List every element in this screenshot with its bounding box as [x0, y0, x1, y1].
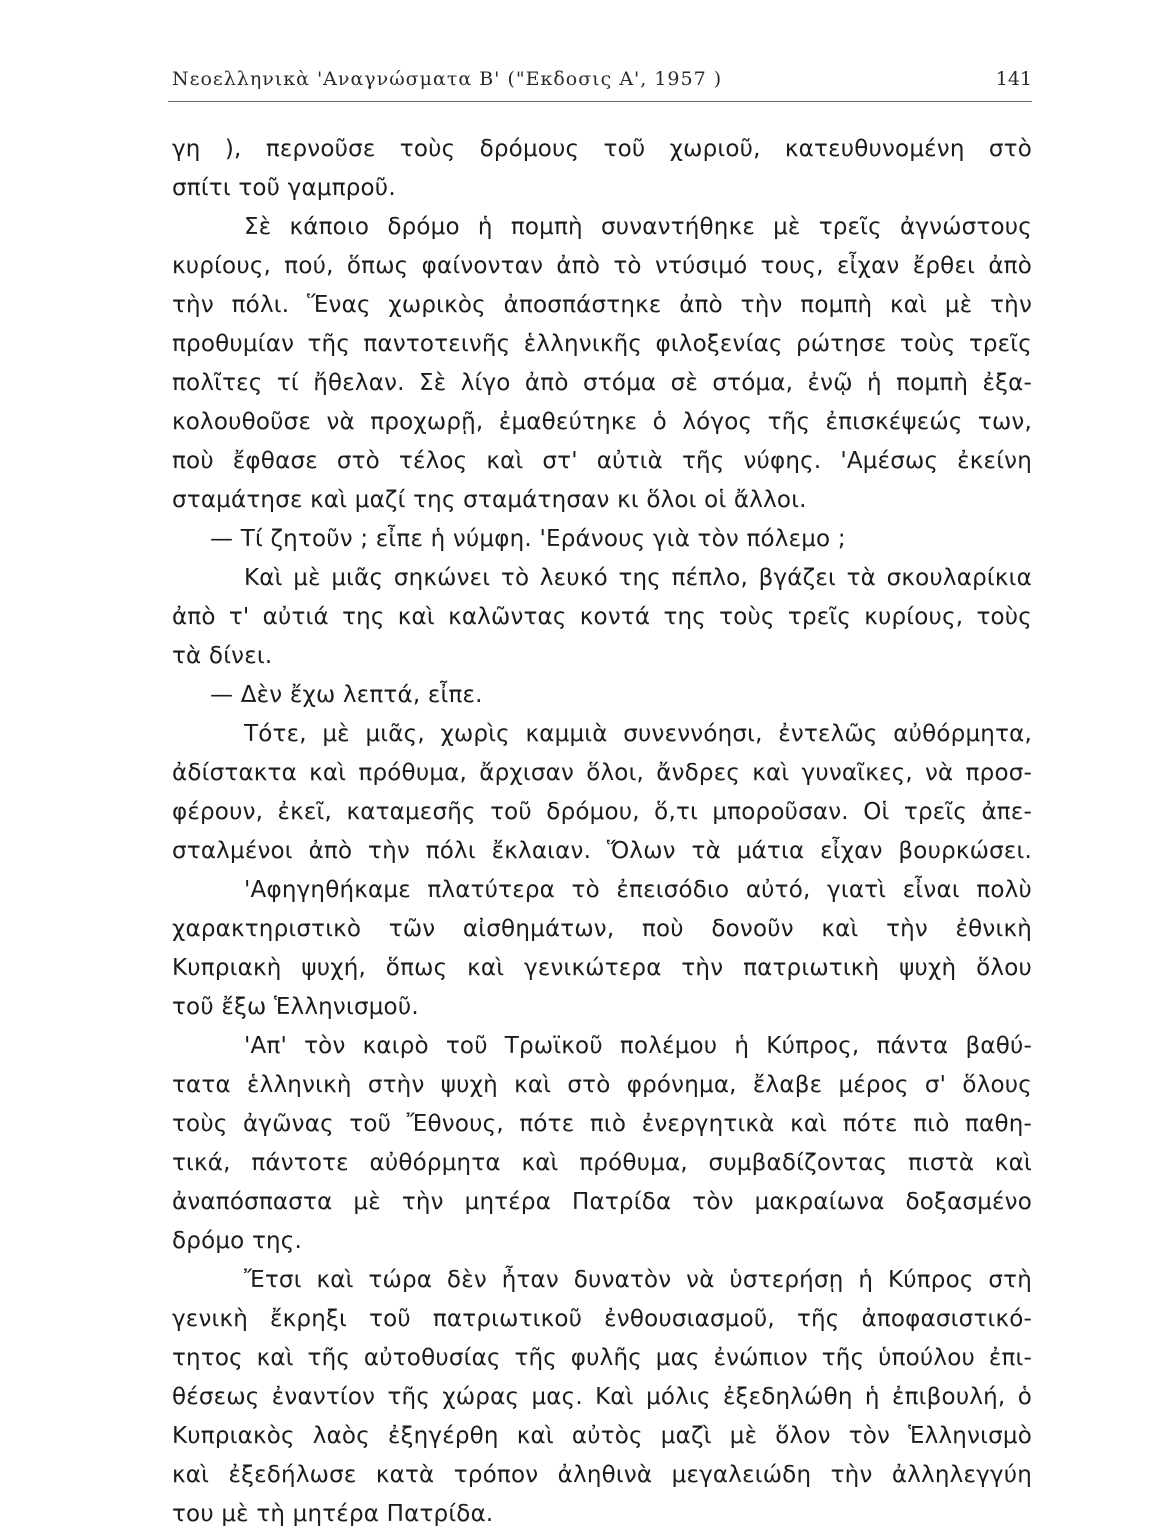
text-line: τατα ἑλληνικὴ στὴν ψυχὴ καὶ στὸ φρόνημα, ἔλαβε μέρος σ' ὅλους	[172, 1072, 1032, 1098]
text-line: τοὺς ἀγῶνας τοῦ Ἔθνους, πότε πιὸ ἐνεργητικὰ καὶ πότε πιὸ παθη-	[172, 1111, 1032, 1137]
header-rule	[168, 101, 1032, 102]
text-line: Κυπριακὴ ψυχή, ὅπως καὶ γενικώτερα τὴν πατριωτικὴ ψυχὴ ὅλου	[172, 955, 1032, 981]
text-line: τητος καὶ τῆς αὐτοθυσίας τῆς φυλῆς μας ἐνώπιον τῆς ὑπούλου ἐπι-	[172, 1345, 1032, 1371]
text-line: σταλμένοι ἀπὸ τὴν πόλι ἔκλαιαν. Ὅλων τὰ μάτια εἶχαν βουρκώσει.	[172, 838, 1032, 864]
text-line: τικά, πάντοτε αὐθόρμητα καὶ πρόθυμα, συμβαδίζοντας πιστὰ καὶ	[172, 1150, 1032, 1176]
body-text	[172, 130, 1032, 1534]
text-line: πολῖτες τί ἤθελαν. Σὲ λίγο ἀπὸ στόμα σὲ στόμα, ἐνῷ ἡ πομπὴ ἐξα-	[172, 370, 1032, 396]
text-line: Ἔτσι καὶ τώρα δὲν ἦταν δυνατὸν νὰ ὑστερήσῃ ἡ Κύπρος στὴ	[244, 1267, 1032, 1293]
text-line: 'Αφηγηθήκαμε πλατύτερα τὸ ἐπεισόδιο αὐτό, γιατὶ εἶναι πολὺ	[244, 877, 1032, 903]
text-line: δρόμο της.	[172, 1228, 302, 1254]
text-line: θέσεως ἐναντίον τῆς χώρας μας. Καὶ μόλις ἐξεδηλώθη ἡ ἐπιβουλή, ὁ	[172, 1384, 1032, 1410]
text-line: — Τί ζητοῦν ; εἶπε ἡ νύμφη. 'Εράνους γιὰ τὸν πόλεμο ;	[210, 526, 846, 552]
text-line: κυρίους, πού, ὅπως φαίνονταν ἀπὸ τὸ ντύσιμό τους, εἶχαν ἔρθει ἀπὸ	[172, 253, 1032, 279]
text-line: Τότε, μὲ μιᾶς, χωρὶς καμμιὰ συνεννόησι, ἐντελῶς αὐθόρμητα,	[244, 721, 1032, 747]
text-line: ἀπὸ τ' αὐτιά της καὶ καλῶντας κοντά της τοὺς τρεῖς κυρίους, τοὺς	[172, 604, 1032, 630]
text-line: Καὶ μὲ μιᾶς σηκώνει τὸ λευκό της πέπλο, βγάζει τὰ σκουλαρίκια	[244, 565, 1032, 591]
text-line: καὶ ἐξεδήλωσε κατὰ τρόπον ἀληθινὰ μεγαλειώδη τὴν ἀλληλεγγύη	[172, 1462, 1032, 1488]
running-header	[172, 64, 1032, 94]
text-line: σπίτι τοῦ γαμπροῦ.	[172, 175, 396, 201]
text-line: τὴν πόλι. Ἕνας χωρικὸς ἀποσπάστηκε ἀπὸ τὴν πομπὴ καὶ μὲ τὴν	[172, 292, 1032, 318]
text-line: — Δὲν ἔχω λεπτά, εἶπε.	[210, 682, 483, 708]
text-line: φέρουν, ἐκεῖ, καταμεσῆς τοῦ δρόμου, ὅ,τι μποροῦσαν. Οἱ τρεῖς ἀπε-	[172, 799, 1032, 825]
page-number: 141	[995, 68, 1032, 90]
header-title: Νεοελληνικὰ 'Αναγνώσματα Β' ("Εκδοσις Α', 1957 )	[172, 68, 723, 90]
text-line: 'Απ' τὸν καιρὸ τοῦ Τρωϊκοῦ πολέμου ἡ Κύπρος, πάντα βαθύ-	[244, 1033, 1032, 1059]
text-line: γενικὴ ἔκρηξι τοῦ πατριωτικοῦ ἐνθουσιασμοῦ, τῆς ἀποφασιστικό-	[172, 1306, 1032, 1332]
text-line: κολουθοῦσε νὰ προχωρῇ, ἐμαθεύτηκε ὁ λόγος τῆς ἐπισκέψεώς των,	[172, 409, 1032, 435]
text-line: τὰ δίνει.	[172, 643, 273, 669]
text-line: ἀναπόσπαστα μὲ τὴν μητέρα Πατρίδα τὸν μακραίωνα δοξασμένο	[172, 1189, 1032, 1215]
text-line: γη ), περνοῦσε τοὺς δρόμους τοῦ χωριοῦ, κατευθυνομένη στὸ	[172, 136, 1032, 162]
text-line: χαρακτηριστικὸ τῶν αἰσθημάτων, ποὺ δονοῦν καὶ τὴν ἐθνικὴ	[172, 916, 1032, 942]
text-line: ἀδίστακτα καὶ πρόθυμα, ἄρχισαν ὅλοι, ἄνδρες καὶ γυναῖκες, νὰ προσ-	[172, 760, 1032, 786]
text-line: του μὲ τὴ μητέρα Πατρίδα.	[172, 1501, 494, 1527]
text-line: τοῦ ἔξω Ἑλληνισμοῦ.	[172, 994, 419, 1020]
text-line: Σὲ κάποιο δρόμο ἡ πομπὴ συναντήθηκε μὲ τρεῖς ἀγνώστους	[244, 214, 1032, 240]
text-line: Κυπριακὸς λαὸς ἐξηγέρθη καὶ αὐτὸς μαζὶ μὲ ὅλον τὸν Ἑλληνισμὸ	[172, 1423, 1032, 1449]
text-line: προθυμίαν τῆς παντοτεινῆς ἑλληνικῆς φιλοξενίας ρώτησε τοὺς τρεῖς	[172, 331, 1032, 357]
text-line: σταμάτησε καὶ μαζί της σταμάτησαν κι ὅλοι οἱ ἄλλοι.	[172, 487, 807, 513]
text-line: ποὺ ἔφθασε στὸ τέλος καὶ στ' αὐτιὰ τῆς νύφης. 'Αμέσως ἐκείνη	[172, 448, 1032, 474]
